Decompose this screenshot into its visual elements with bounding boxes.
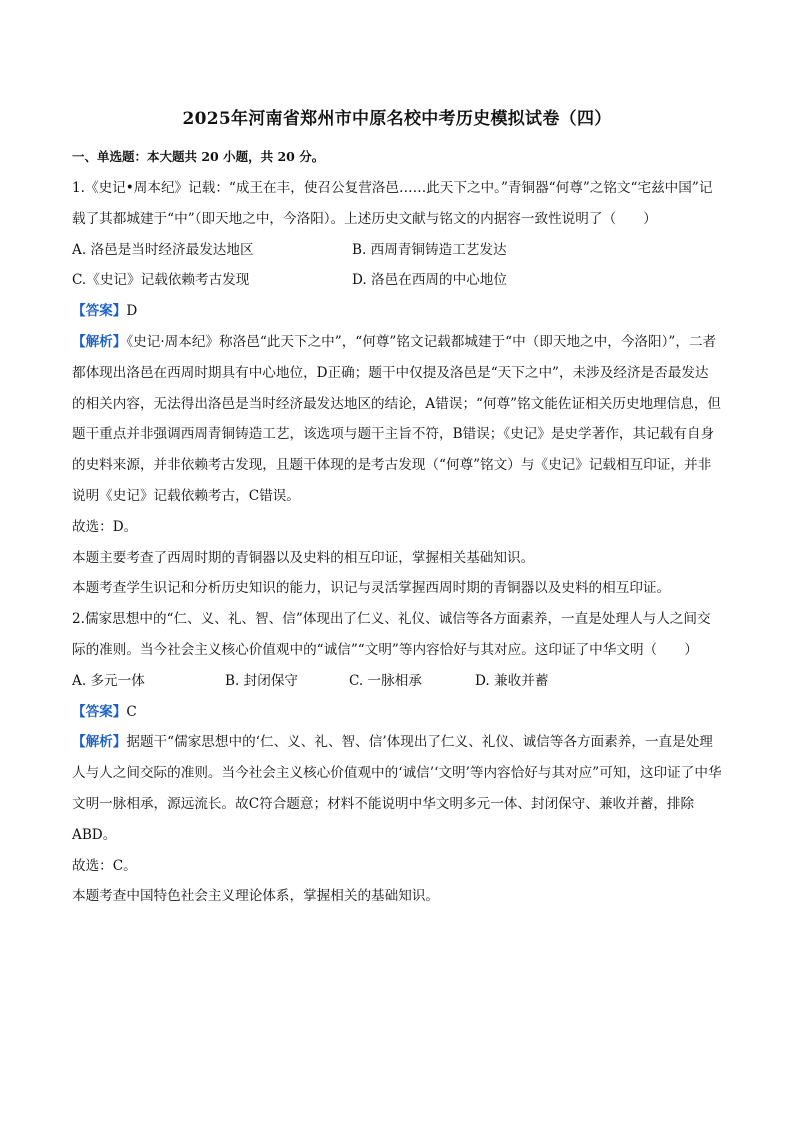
answer-tag: 【答案】 [72,703,127,720]
answer-tag: 【答案】 [72,303,127,320]
section-heading: 一、单选题：本大题共 20 小题，共 20 分。 [72,149,325,164]
question-2-answer-value: C [126,703,137,720]
question-1-note-1: 本题主要考查了西周时期的青铜器以及史料的相互印证，掌握相关基础知识。 [72,549,535,566]
question-1-stem: 1.《史记•周本纪》记载：“成王在丰，使召公复营洛邑……此天下之中。”青铜器“何尊”之铭文“宅兹中国”记载了其都城建于“中”（即天地之中，今洛阳）。上述历史文献与铭文的内据容一致性说明了（ ） [72,180,713,227]
question-1-note-2: 本题考查学生识记和分析历史知识的能力，识记与灵活掌握西周时期的青铜器以及史料的相互印证。 [72,580,671,597]
question-2-analysis-text: 据题干“儒家思想中的‘仁、义、礼、智、信’体现出了仁义、礼仪、诚信等各方面素养，一直是处理人与人之间交际的准则。当今社会主义核心价值观中的‘诚信’‘文明’等内容恰好与其对应”可知，这印证了中华文明一脉相承，源远流长。故C符合题意；材料不能说明中华文明多元一体、封闭保守、兼收并蓄，排除ABD。 [72,734,722,843]
question-1-answer-value: D [126,303,138,320]
page-title: 2025年河南省郑州市中原名校中考历史模拟试卷（四） [182,109,612,129]
question-2-note-1: 本题考查中国特色社会主义理论体系，掌握相关的基础知识。 [72,888,440,905]
question-2-stem: 2.儒家思想中的“仁、义、礼、智、信”体现出了仁义、礼仪、诚信等各方面素养，一直是处理人与人之间交际的准则。当今社会主义核心价值观中的“诚信”“文明”等内容恰好与其对应。这印证了中华文明（ ） [72,611,711,658]
analysis-tag: 【解析】 [72,734,127,751]
question-1-option-a: A. 洛邑是当时经济最发达地区 [72,241,254,258]
question-2-answer [72,697,722,728]
question-2-option-c: C. 一脉相承 [349,672,422,689]
question-1-option-b: B. 西周青铜铸造工艺发达 [352,241,507,258]
question-1-conclusion: 故选：D。 [72,518,138,535]
question-2-option-d: D. 兼收并蓄 [475,672,549,689]
question-1-option-d: D. 洛邑在西周的中心地位 [352,272,507,289]
question-1-answer [72,296,722,327]
question-2-options [72,666,722,697]
question-1-option-c: C.《史记》记载依赖考古发现 [72,272,250,289]
question-2-option-a: A. 多元一体 [72,672,145,689]
question-2-option-b: B. 封闭保守 [225,672,299,689]
question-1-analysis [72,327,722,512]
question-list [72,173,722,912]
analysis-tag: 【解析】 [72,333,127,350]
question-2-analysis [72,727,722,850]
question-1-analysis-text: 《史记·周本纪》称洛邑“此天下之中”，“何尊”铭文记载都城建于“中（即天地之中，今洛阳）”，二者都体现出洛邑在西周时期具有中心地位，D正确；题干中仅提及洛邑是“天下之中”，未涉及经济是否最发达的相关内容，无法得出洛邑是当时经济最发达地区的结论，A错误；“何尊”铭文能佐证相关历史地理信息，但题干重点并非强调西周青铜铸造工艺，该选项与题干主旨不符，B错误；《史记》是史学著作，其记载有自身的史料来源，并非依赖考古发现，且题干体现的是考古发现（“何尊”铭文）与《史记》记载相互印证，并非说明《史记》记载依赖考古，C错误。 [72,333,722,504]
question-1-options [72,235,722,297]
question-2-conclusion: 故选：C。 [72,857,137,874]
